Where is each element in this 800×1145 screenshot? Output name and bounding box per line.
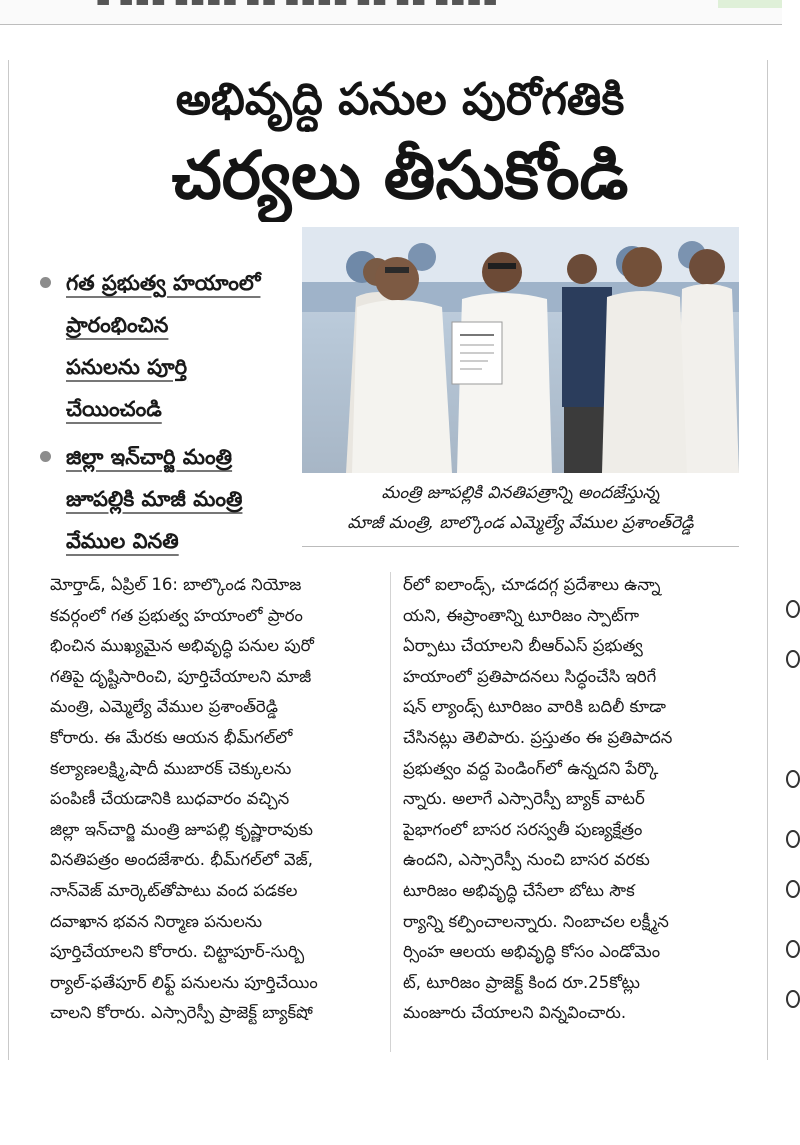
column-divider xyxy=(390,572,391,1052)
headline-line-2: చర్యలు తీసుకోండి xyxy=(171,137,629,214)
text-line: ట్, టూరిజం ప్రాజెక్ట్ కింద రూ.25కోట్లు xyxy=(403,972,640,992)
text-line: ర్సింహ ఆలయ అభివృద్ధి కోసం ఎండోమెం xyxy=(403,942,661,962)
headline-line-1: అభివృద్ధి పనుల పురోగతికి xyxy=(175,74,625,125)
text-line: కవర్గంలో గత ప్రభుత్వ హయాంలో ప్రారం xyxy=(50,605,303,625)
text-line: గతిపై దృష్టిసారించి, పూర్తిచేయాలని మాజీ xyxy=(50,666,312,686)
highlight-line: వేముల వినతి xyxy=(66,529,179,553)
text-line: మంత్రి, ఎమ్మెల్యే వేముల ప్రశాంత్‌రెడ్డి xyxy=(50,697,278,717)
text-line: పైభాగంలో బాసర సరస్వతీ పుణ్యక్షేత్రం xyxy=(403,819,643,839)
text-line: ఉందని, ఎస్సారెస్పీ నుంచి బాసర వరకు xyxy=(403,850,650,870)
text-line: పూర్తిచేయాలని కోరారు. చిట్టాపూర్-సుర్బి xyxy=(50,942,305,962)
text-line: షన్ ల్యాండ్స్ టూరిజం వారికి బదిలీ కూడా xyxy=(403,697,666,717)
highlight-line: పనులను పూర్తి xyxy=(66,355,188,379)
text-line: దవాఖాన భవన నిర్మాణ పనులను xyxy=(50,911,263,931)
highlight-line: జిల్లా ఇన్‌చార్జి మంత్రి xyxy=(66,445,233,469)
text-line: ప్రభుత్వం వద్ద పెండింగ్‌లో ఉన్నదని పేర్కొ xyxy=(403,758,659,778)
adjacent-article-edge xyxy=(782,0,800,1145)
text-line: మంజూరు చేయాలని విన్నవించారు. xyxy=(403,1003,627,1023)
text-line: కోరారు. ఈ మేరకు ఆయన భీమ్‌గల్‌లో xyxy=(50,727,293,747)
text-line: చాలని కోరారు. ఎస్సారెస్పీ ప్రాజెక్ట్ బ్యాక్‌షో xyxy=(50,1003,313,1023)
news-photo xyxy=(302,227,739,473)
text-line: నాన్‌వెజ్ మార్కెట్‌తోపాటు వంద పడకల xyxy=(50,880,298,900)
caption-line: మంత్రి జూపల్లికి వినతిపత్రాన్ని అందజేస్తున్న xyxy=(381,483,660,503)
right-border-rule xyxy=(767,60,768,1060)
left-border-rule xyxy=(8,60,9,1060)
text-line: ర్యాల్-ఫతేపూర్ లిఫ్ట్ పనులను పూర్తిచేయిం xyxy=(50,972,318,992)
caption-line: మాజీ మంత్రి, బాల్కొండ ఎమ్మెల్యే వేముల ప్రశాంత్‌రెడ్డి xyxy=(347,513,694,533)
article-column-1 xyxy=(50,570,385,1029)
text-line: టూరిజం అభివృద్ధి చేసేలా బోటు సౌక xyxy=(403,880,635,900)
text-line: మోర్తాడ్, ఏప్రిల్ 16: బాల్కొండ నియోజ xyxy=(50,575,302,594)
highlight-item xyxy=(34,262,292,430)
text-line: కల్యాణలక్ష్మి,షాదీ ముబారక్ చెక్కులను xyxy=(50,758,292,778)
text-line: పంపిణీ చేయడానికి బుధవారం వచ్చిన xyxy=(50,789,290,809)
text-line: ఏర్పాటు చేయాలని బీఆర్‌ఎస్ ప్రభుత్వ xyxy=(403,636,643,656)
photo-caption xyxy=(302,478,739,547)
highlight-item xyxy=(34,436,292,562)
text-line: ర్‌లో ఐలాండ్స్, చూడదగ్గ ప్రదేశాలు ఉన్నా xyxy=(403,575,661,594)
previous-article-edge: ▬ ▬▬▬ ▬▬▬▬ ▬▬ ▬▬▬▬ ▬▬ ▬▬ ▬▬▬▬ xyxy=(0,0,800,25)
highlight-line: ప్రారంభించిన xyxy=(66,313,169,337)
photo-illustration xyxy=(302,227,739,473)
highlight-line: గత ప్రభుత్వ హయాంలో xyxy=(66,271,261,295)
text-line: వినతిపత్రం అందజేశారు. భీమ్‌గల్‌లో వెజ్, xyxy=(50,850,313,870)
highlights-box xyxy=(34,262,292,568)
text-line: భించిన ముఖ్యమైన అభివృద్ధి పనుల పురో xyxy=(50,636,314,656)
text-line: న్నారు. అలాగే ఎస్సారెస్పీ బ్యాక్ వాటర్ xyxy=(403,789,645,809)
text-line: హయాంలో ప్రతిపాదనలు సిద్ధంచేసి ఇరిగే xyxy=(403,666,657,686)
text-line: జిల్లా ఇన్‌చార్జి మంత్రి జూపల్లి కృష్ణారావుకు xyxy=(50,819,313,839)
bullet-icon xyxy=(40,451,51,462)
highlight-line: జూపల్లికి మాజీ మంత్రి xyxy=(66,487,243,511)
text-line: యని, ఈప్రాంతాన్ని టూరిజం స్పాట్‌గా xyxy=(403,605,640,625)
bullet-icon xyxy=(40,277,51,288)
text-line: ర్యాన్ని కల్పించాలన్నారు. నింబాచల లక్ష్మీన xyxy=(403,911,669,931)
text-line: చేసినట్లు తెలిపారు. ప్రస్తుతం ఈ ప్రతిపాదన xyxy=(403,727,673,747)
article-column-2 xyxy=(403,570,738,1029)
highlight-line: చేయించండి xyxy=(66,397,162,421)
